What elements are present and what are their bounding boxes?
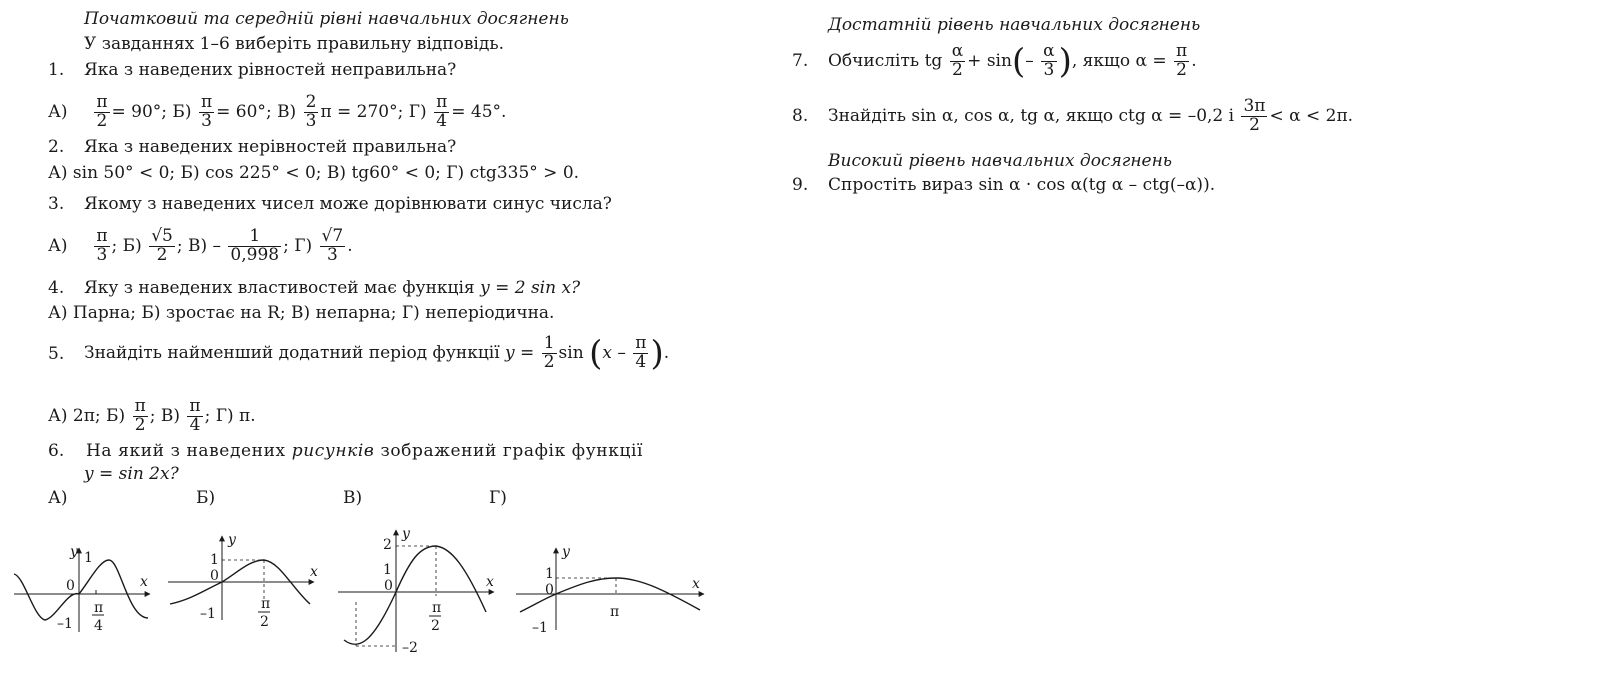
graph-v-one: 1 xyxy=(383,562,392,578)
q1-frac1: $\frac{\pi}{2}$ xyxy=(96,92,108,131)
q7-frac1: $\frac{\alpha}{2}$ xyxy=(951,41,964,80)
q2-number: 2. xyxy=(48,137,65,157)
graph-g-x-label: x xyxy=(692,576,700,592)
q4-function: y = 2 sin x? xyxy=(480,278,581,298)
q1-opt-a: А) xyxy=(48,101,68,122)
q3-frac3: $\frac{1}{0,998}$ xyxy=(230,226,280,265)
graph-v xyxy=(338,530,494,652)
q6-option-v: В) xyxy=(343,488,363,508)
q5-answers: А) 2π; Б) $\frac{\pi}{2}$ ; В) $\frac{\pi}{4}$ ; Г) π. xyxy=(48,396,256,435)
q5-frac-v: $\frac{\pi}{4}$ xyxy=(189,396,201,435)
q1-eq2: = 60° xyxy=(216,101,266,122)
q5-number: 5. xyxy=(48,344,65,364)
q3-number: 3. xyxy=(48,194,65,214)
q8-text: Знайдіть sin α, cos α, tg α, якщо ctg α = –0,2 і $\frac{3\pi}{2}$ < α < 2π. xyxy=(828,96,1354,135)
q4-answers: А) Парна; Б) зростає на R; В) непарна; Г) неперіодична. xyxy=(48,303,555,323)
graph-a-zero: 0 xyxy=(66,578,75,594)
q7-text: Обчисліть tg $\frac{\alpha}{2}$ + sin(– $\frac{\alpha}{3}$ ), якщо α = $\frac{\pi}{2}$ . xyxy=(828,41,1197,82)
q3-frac2: $\frac{√5}{2}$ xyxy=(151,226,173,265)
q1-eq1: = 90° xyxy=(111,101,162,122)
q3-opt-a: А) xyxy=(48,235,68,256)
q6-number: 6. xyxy=(48,441,65,461)
q1-opt-b: ; Б) xyxy=(161,101,192,122)
q3-opt-v: ; В) – xyxy=(176,235,222,256)
q9-number: 9. xyxy=(792,175,809,195)
q7-number: 7. xyxy=(792,51,809,71)
q3-opt-g: ; Г) xyxy=(283,235,313,256)
graph-g-one: 1 xyxy=(545,566,554,582)
graph-b-pi: π xyxy=(261,596,271,612)
graph-b xyxy=(168,536,314,620)
graph-a-den: 4 xyxy=(94,618,103,634)
q3-answers: А) $\frac{\pi}{3}$ ; Б) $\frac{√5}{2}$ ; В) – $\frac{1}{0,998}$ ; Г) $\frac{√7}{3}$ . xyxy=(48,226,353,265)
q3-frac4: $\frac{√7}{3}$ xyxy=(321,226,344,265)
section-heading-high: Високий рівень навчальних досягнень xyxy=(828,151,1173,171)
graph-b-zero: 0 xyxy=(210,568,219,584)
q1-frac3: $\frac{2}{3}$ xyxy=(305,92,317,131)
q1-eq3: π = 270° xyxy=(320,101,398,122)
q5-frac-pi4: $\frac{\pi}{4}$ xyxy=(635,333,647,372)
q3-text: Якому з наведених чисел може дорівнювати синус числа? xyxy=(84,194,612,214)
q9-text: Спростіть вираз sin α · cos α(tg α – ctg(–α)). xyxy=(828,175,1216,195)
graph-v-x-label: x xyxy=(486,574,494,590)
q6-function: y = sin 2x? xyxy=(84,464,179,484)
q8-frac: $\frac{3\pi}{2}$ xyxy=(1243,96,1266,135)
graph-b-x-label: x xyxy=(310,564,318,580)
q1-opt-g: ; Г) xyxy=(397,101,427,122)
graph-g-y-label: y xyxy=(562,544,570,560)
graph-a xyxy=(14,548,150,632)
q5-frac-half: $\frac{1}{2}$ xyxy=(543,333,555,372)
q6-option-a: А) xyxy=(48,488,68,508)
graphs-svg xyxy=(0,0,720,700)
graph-v-den: 2 xyxy=(431,618,440,634)
graph-g-minus-one: –1 xyxy=(532,620,548,636)
q5-text: Знайдіть найменший додатний період функції y = $\frac{1}{2}$ sin (x – $\frac{\pi}{4}$ ). xyxy=(84,333,670,374)
graph-v-curve xyxy=(344,546,486,644)
q4-number: 4. xyxy=(48,278,65,298)
q6-option-b: Б) xyxy=(196,488,216,508)
graph-a-one: 1 xyxy=(84,550,93,566)
graph-v-minus-two: –2 xyxy=(402,640,418,656)
q5-frac-b: $\frac{\pi}{2}$ xyxy=(134,396,146,435)
section-heading-basic: Початковий та середній рівні навчальних досягнень xyxy=(84,9,569,29)
q7-frac2: $\frac{\alpha}{3}$ xyxy=(1043,41,1055,80)
q1-frac2: $\frac{\pi}{3}$ xyxy=(200,92,213,131)
graph-v-two: 2 xyxy=(383,537,392,553)
graph-b-y-label: y xyxy=(228,532,236,548)
section-heading-sufficient: Достатній рівень навчальних досягнень xyxy=(828,15,1201,35)
q2-text: Яка з наведених нерівностей правильна? xyxy=(84,137,457,157)
q6-option-g: Г) xyxy=(489,488,507,508)
graph-v-pi: π xyxy=(432,600,442,616)
q1-eq4: = 45°. xyxy=(451,101,507,122)
graph-v-zero: 0 xyxy=(384,578,393,594)
graph-b-one: 1 xyxy=(210,552,219,568)
q1-frac4: $\frac{\pi}{4}$ xyxy=(436,92,448,131)
q4-text: Яку з наведених властивостей має функція y = 2 sin x? xyxy=(84,278,581,298)
graph-a-minus-one: –1 xyxy=(57,616,73,632)
graph-a-y-label: y xyxy=(70,544,78,560)
q7-frac3: $\frac{\pi}{2}$ xyxy=(1176,41,1188,80)
q8-number: 8. xyxy=(792,106,809,126)
graph-b-minus-one: –1 xyxy=(200,606,216,622)
graph-a-curve xyxy=(14,560,148,620)
q2-answers: А) sin 50° < 0; Б) cos 225° < 0; В) tg60° < 0; Г) ctg335° > 0. xyxy=(48,163,580,183)
graph-a-pi: π xyxy=(94,600,104,616)
graph-b-den: 2 xyxy=(260,614,269,630)
q1-text: Яка з наведених рівностей неправильна? xyxy=(84,60,457,80)
instruction-text: У завданнях 1–6 виберіть правильну відповідь. xyxy=(84,34,504,54)
graph-v-y-label: y xyxy=(402,526,410,542)
q6-text: На який з наведених рисунків зображений графік функції xyxy=(86,441,644,461)
graph-g-zero: 0 xyxy=(545,582,554,598)
graph-g-pi: π xyxy=(610,604,620,620)
q1-opt-v: ; В) xyxy=(265,101,297,122)
q3-opt-b: ; Б) xyxy=(111,235,142,256)
q1-number: 1. xyxy=(48,60,65,80)
q3-frac1: $\frac{\pi}{3}$ xyxy=(96,226,108,265)
graph-a-x-label: x xyxy=(140,574,148,590)
